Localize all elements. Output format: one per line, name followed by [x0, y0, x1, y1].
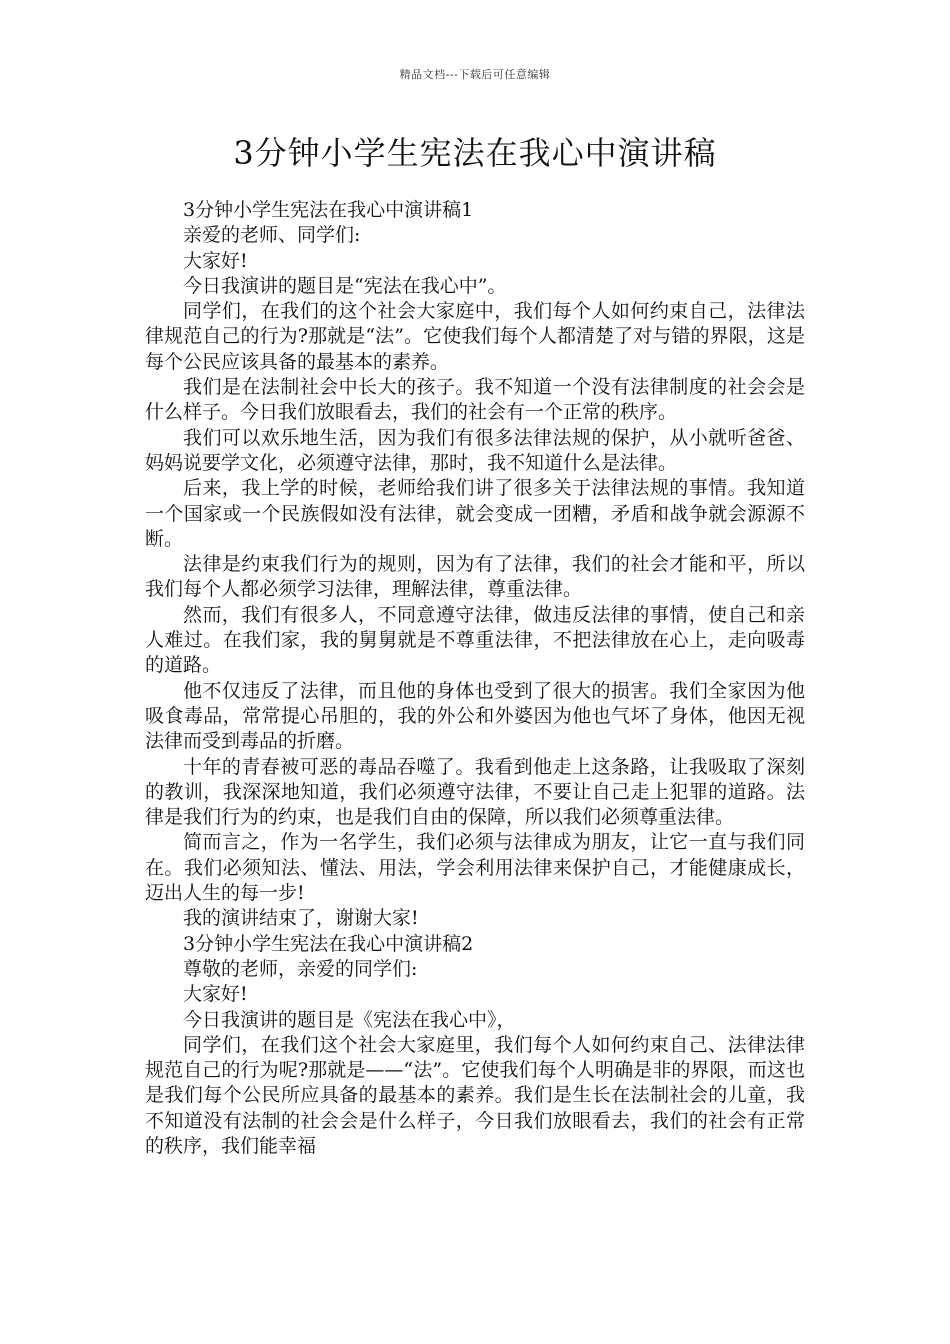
document-body [145, 198, 805, 1159]
speech-2-heading: 3分钟小学生宪法在我心中演讲稿2 [183, 932, 474, 955]
body-paragraph: 十年的青春被可恶的毒品吞噬了。我看到他走上这条路，让我吸取了深刻的教训，我深深地知道，我们必须遵守法律，不要让自己走上犯罪的道路。法律是我们行为的约束，也是我们自由的保障，所以我们必须尊重法律。 [145, 755, 805, 829]
body-paragraph: 我们是在法制社会中长大的孩子。我不知道一个没有法律制度的社会会是什么样子。今日我们放眼看去，我们的社会有一个正常的秩序。 [145, 376, 805, 424]
speech-1-salutation: 亲爱的老师、同学们: [183, 224, 361, 247]
body-paragraph: 我们可以欢乐地生活，因为我们有很多法律法规的保护，从小就听爸爸、妈妈说要学文化，必须遵守法律，那时，我不知道什么是法律。 [145, 426, 805, 474]
body-paragraph: 法律是约束我们行为的规则，因为有了法律，我们的社会才能和平，所以我们每个人都必须学习法律，理解法律，尊重法律。 [145, 553, 805, 601]
speech-2-salutation: 尊敬的老师，亲爱的同学们: [183, 957, 418, 980]
speech-1-closing: 我的演讲结束了，谢谢大家! [183, 907, 419, 930]
document-title: 3分钟小学生宪法在我心中演讲稿 [233, 134, 717, 172]
body-paragraph: 他不仅违反了法律，而且他的身体也受到了很大的损害。我们全家因为他吸食毒品，常常提心吊胆的，我的外公和外婆因为他也气坏了身体，他因无视法律而受到毒品的折磨。 [145, 679, 805, 753]
body-paragraph: 同学们，在我们的这个社会大家庭中，我们每个人如何约束自己，法律法律规范自己的行为?那就是“法”。它使我们每个人都清楚了对与错的界限，这是每个公民应该具备的最基本的素养。 [145, 300, 805, 373]
speech-2-topic: 今日我演讲的题目是《宪法在我心中》， [183, 1008, 516, 1031]
body-paragraph: 同学们，在我们这个社会大家庭里，我们每个人如何约束自己、法律法律规范自己的行为呢?那就是——“法”。它使我们每个人明确是非的界限，而这也是我们每个公民所应具备的最基本的素养。我们是生长在法制社会的儿童，我不知道没有法制的社会会是什么样子，今日我们放眼看去，我们的社会有正常的秩序，我们能幸福 [145, 1033, 805, 1157]
speech-2-greeting: 大家好! [183, 983, 248, 1006]
speech-1-greeting: 大家好! [183, 249, 248, 272]
body-paragraph: 简而言之，作为一名学生，我们必须与法律成为朋友，让它一直与我们同在。我们必须知法、懂法、用法，学会利用法律来保护自己，才能健康成长，迈出人生的每一步! [145, 831, 805, 905]
header-note: 精品文档---下载后可任意编辑 [399, 68, 551, 81]
body-paragraph: 然而，我们有很多人，不同意遵守法律，做违反法律的事情，使自己和亲人难过。在我们家，我的舅舅就是不尊重法律，不把法律放在心上，走向吸毒的道路。 [145, 603, 805, 677]
body-paragraph: 后来，我上学的时候，老师给我们讲了很多关于法律法规的事情。我知道一个国家或一个民族假如没有法律，就会变成一团糟，矛盾和战争就会源源不断。 [145, 477, 805, 550]
speech-1-topic: 今日我演讲的题目是“宪法在我心中”。 [183, 274, 507, 297]
speech-1-heading: 3分钟小学生宪法在我心中演讲稿1 [183, 199, 474, 221]
